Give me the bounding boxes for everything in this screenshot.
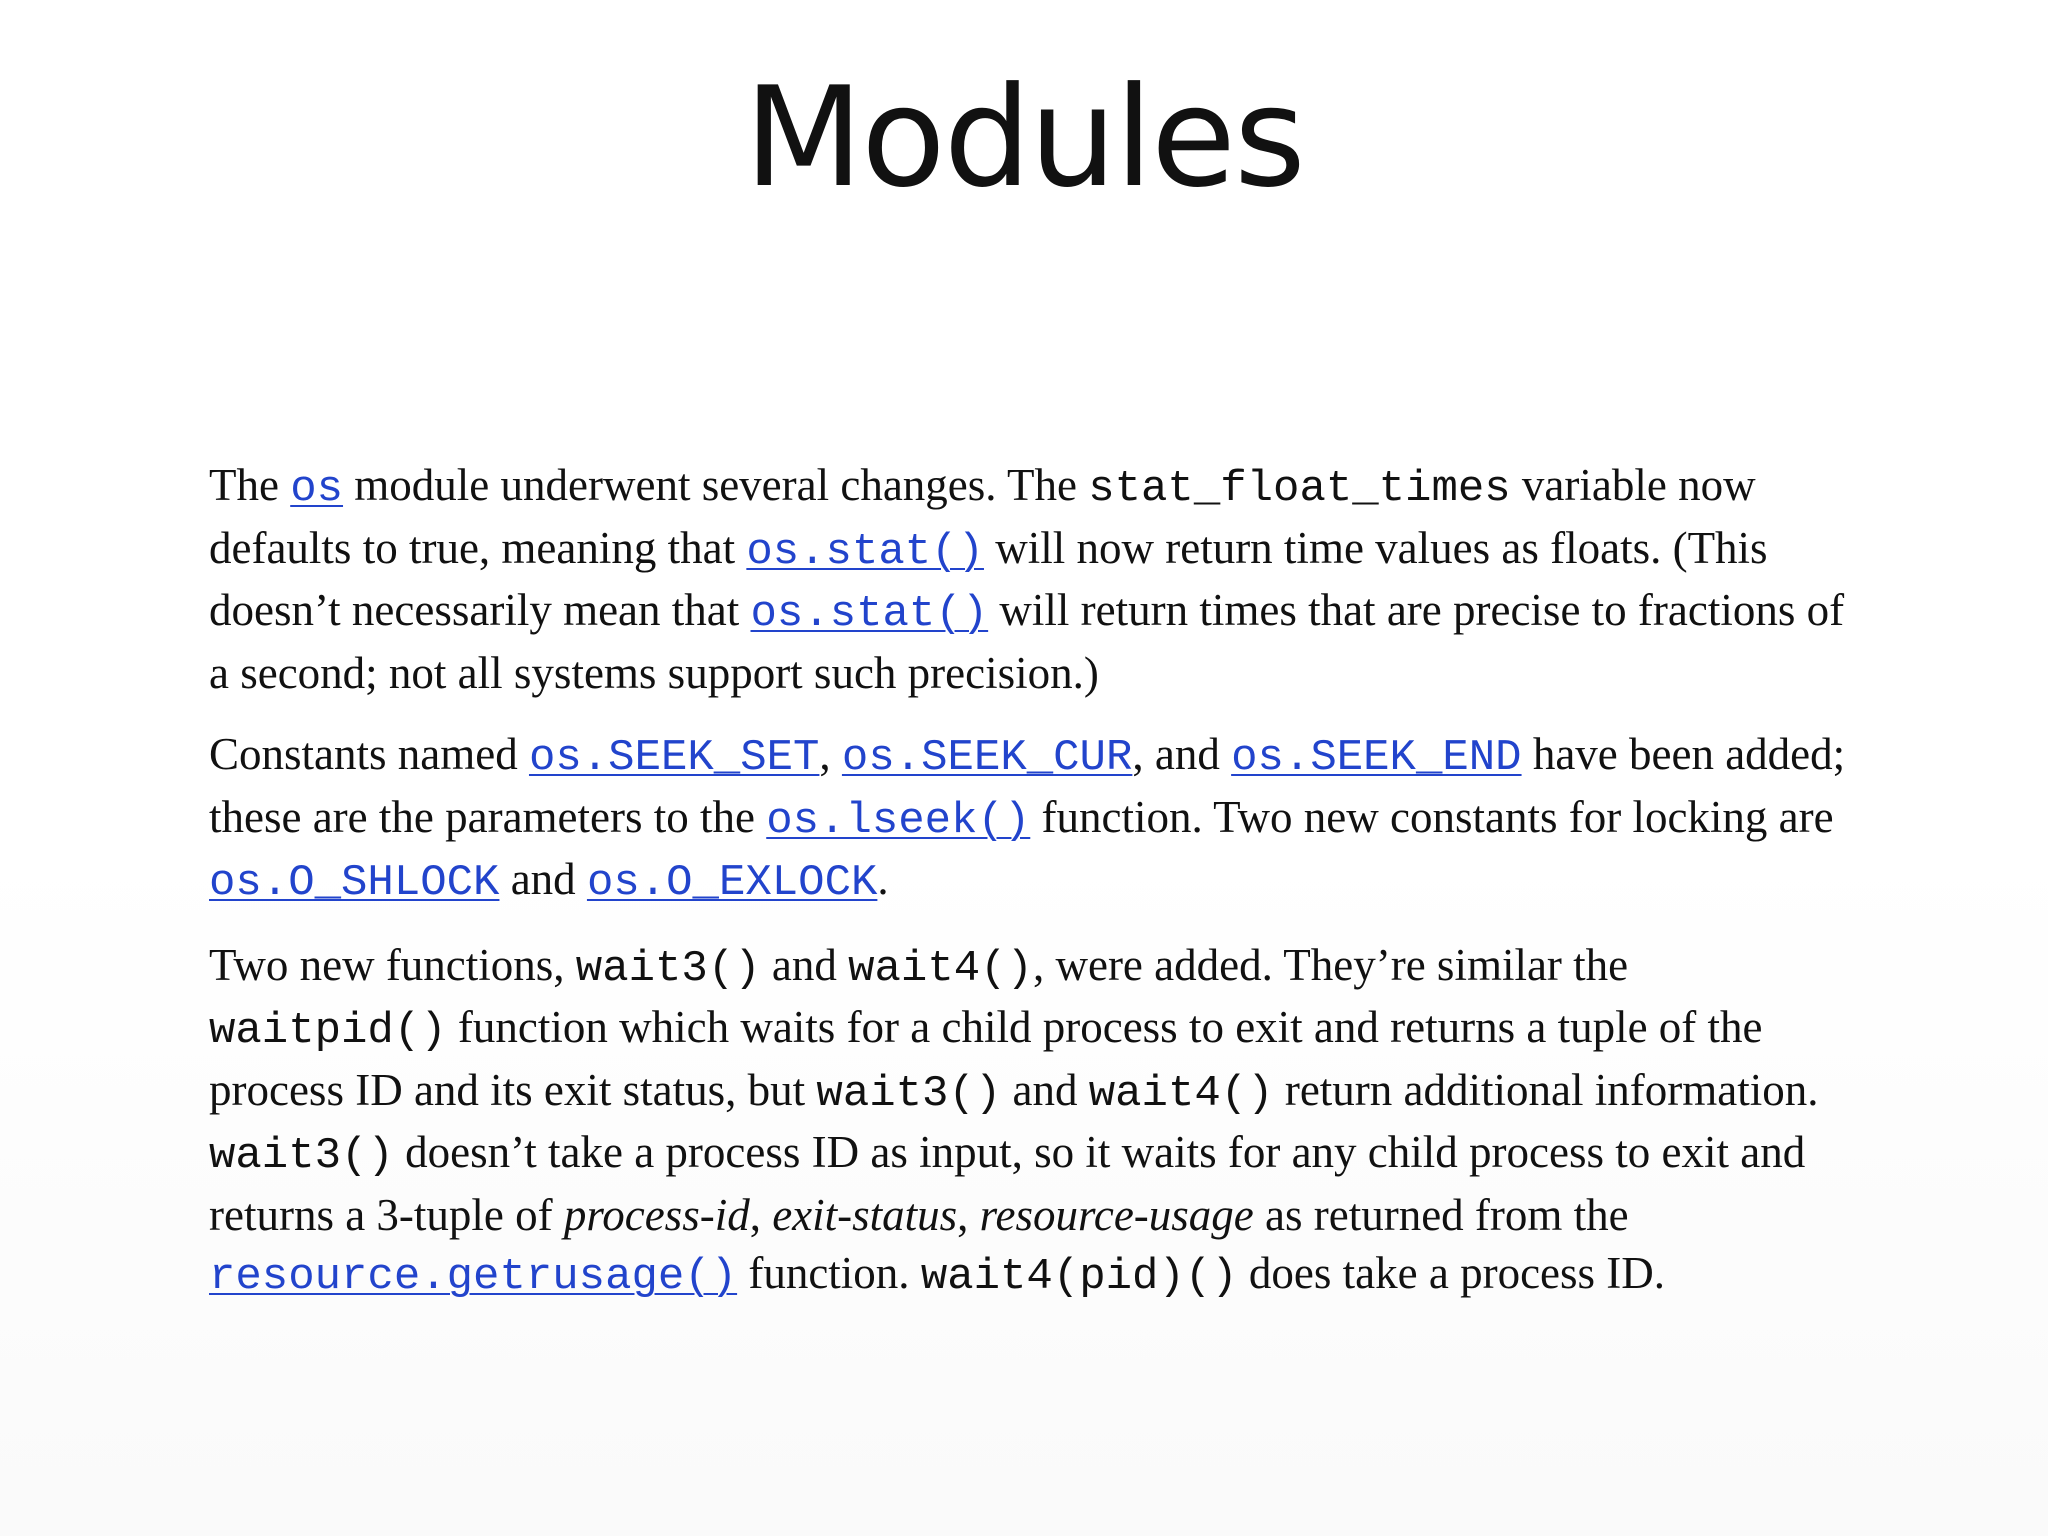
code-link[interactable]: os.O_EXLOCK [586, 858, 878, 908]
body-text: , and [1132, 729, 1232, 779]
body-text: will now return time values as floats. (This doesn’t necessarily mean that [209, 522, 1768, 635]
emphasized-term: process-id [563, 1189, 750, 1240]
body-text: and [499, 854, 587, 904]
inline-code: wait4() [1088, 1068, 1274, 1119]
body-paragraph-3 [209, 936, 1869, 1307]
code-link[interactable]: os.stat() [750, 589, 989, 639]
body-text: and [760, 939, 849, 990]
code-link[interactable]: os.stat() [746, 526, 984, 577]
body-text: will return times that are precise to fractions of a second; not all systems support such precision.) [209, 585, 1845, 698]
body-text: , [957, 1189, 980, 1240]
inline-code: stat_float_times [1088, 464, 1511, 514]
code-link[interactable]: os [290, 464, 344, 514]
body-text: function which waits for a child process to exit and returns a tuple of the process ID and its exit status, but [209, 1002, 1763, 1115]
inline-code: wait3() [575, 943, 761, 994]
body-text: return additional information. [1273, 1064, 1819, 1115]
body-text: module underwent several changes. The [343, 460, 1089, 510]
body-text: doesn’t take a process ID as input, so it waits for any child process to exit and returns a 3-tuple of [209, 1127, 1806, 1240]
body-text: The [209, 460, 291, 510]
body-text: function. Two new constants for locking are [1030, 791, 1834, 842]
body-text: function. [737, 1248, 921, 1298]
body-text: , [819, 729, 842, 779]
body-paragraph-2 [209, 725, 1869, 913]
emphasized-term: resource-usage [979, 1189, 1254, 1240]
body-text: have been added; these are the parameters to the [209, 729, 1846, 842]
slide-body [209, 456, 1869, 1330]
body-text: Constants named [209, 729, 529, 779]
body-text: does take a process ID. [1237, 1248, 1666, 1298]
body-text: , [749, 1189, 773, 1240]
code-link[interactable]: os.SEEK_END [1231, 733, 1522, 783]
inline-code: wait4() [848, 943, 1033, 994]
body-text: , were added. They’re similar the [1032, 939, 1629, 990]
code-link[interactable]: os.SEEK_SET [528, 733, 820, 783]
inline-code: waitpid() [209, 1006, 447, 1056]
emphasized-term: exit-status [772, 1189, 958, 1240]
code-link[interactable]: os.lseek() [766, 795, 1031, 846]
slide-title: Modules [744, 57, 1304, 218]
body-paragraph-1 [209, 456, 1869, 702]
body-text: . [877, 854, 889, 904]
inline-code: wait3() [816, 1068, 1002, 1119]
body-text: and [1001, 1064, 1089, 1115]
inline-code: wait4(pid)() [920, 1252, 1238, 1302]
code-link[interactable]: os.SEEK_CUR [841, 733, 1133, 783]
inline-code: wait3() [209, 1131, 394, 1181]
body-text: variable now defaults to true, meaning that [209, 460, 1756, 573]
body-text: as returned from the [1253, 1189, 1629, 1240]
code-link[interactable]: os.O_SHLOCK [209, 858, 500, 908]
code-link[interactable]: resource.getrusage() [209, 1252, 738, 1302]
body-text: Two new functions, [209, 939, 576, 990]
